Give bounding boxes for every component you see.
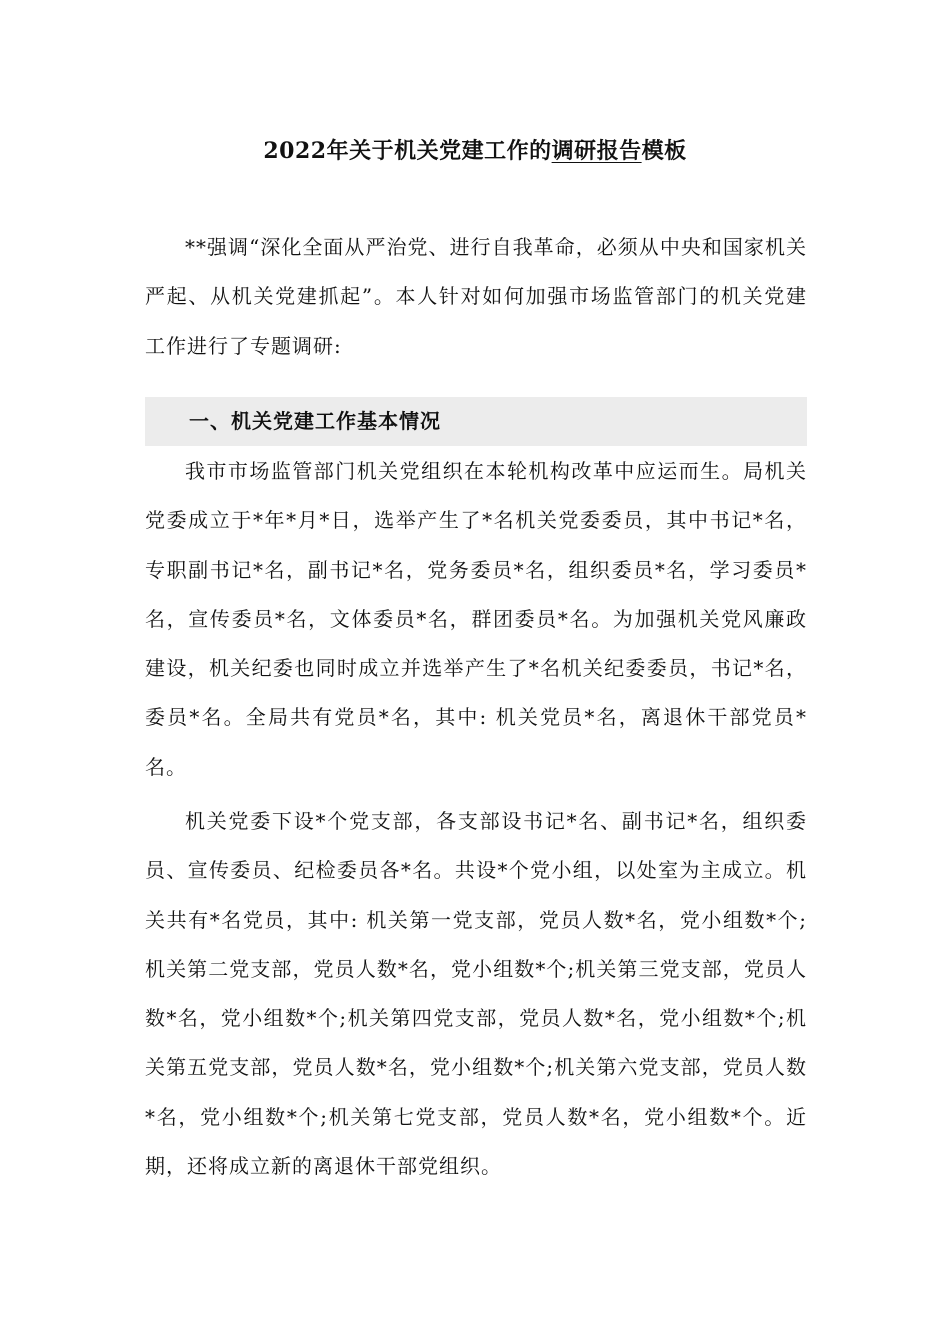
title-suffix: 模板 — [641, 138, 687, 164]
title-prefix: 2022年关于机关党建工作的 — [263, 138, 552, 164]
title-underlined-text: 调研报告 — [551, 138, 642, 164]
body-paragraph: 我市市场监管部门机关党组织在本轮机构改革中应运而生。局机关党委成立于*年*月*日，选举产生了*名机关党委委员，其中书记*名，专职副书记*名，副书记*名，党务委员*名，组织委员*名，学习委员*名，宣传委员*名，文体委员*名，群团委员*名。为加强机关党风廉政建设，机关纪委也同时成立并选举产生了*名机关纪委委员，书记*名，委员*名。全局共有党员*名，其中: 机关党员*名，离退休干部党员*名。 — [145, 459, 807, 779]
document-title — [0, 133, 950, 169]
body-paragraph: 机关党委下设*个党支部，各支部设书记*名、副书记*名，组织委员、宣传委员、纪检委员各*名。共设*个党小组，以处室为主成立。机关共有*名党员，其中: 机关第一党支部，党员人数*名，党小组数*个;机关第二党支部，党员人数*名，党小组数*个;机关第三党支部，党员人数*名，党小组数*个;机关第四党支部，党员人数*名，党小组数*个;机关第五党支部，党员人数*名，党小组数*个;机关第六党支部，党员人数*名，党小组数*个;机关第七党支部，党员人数*名，党小组数*个。近期，还将成立新的离退休干部党组织。 — [145, 809, 807, 1179]
intro-paragraph: **强调“深化全面从严治党、进行自我革命，必须从中央和国家机关严起、从机关党建抓起”。本人针对如何加强市场监管部门的机关党建工作进行了专题调研: — [145, 235, 807, 358]
section-heading: 一、机关党建工作基本情况 — [189, 409, 441, 433]
